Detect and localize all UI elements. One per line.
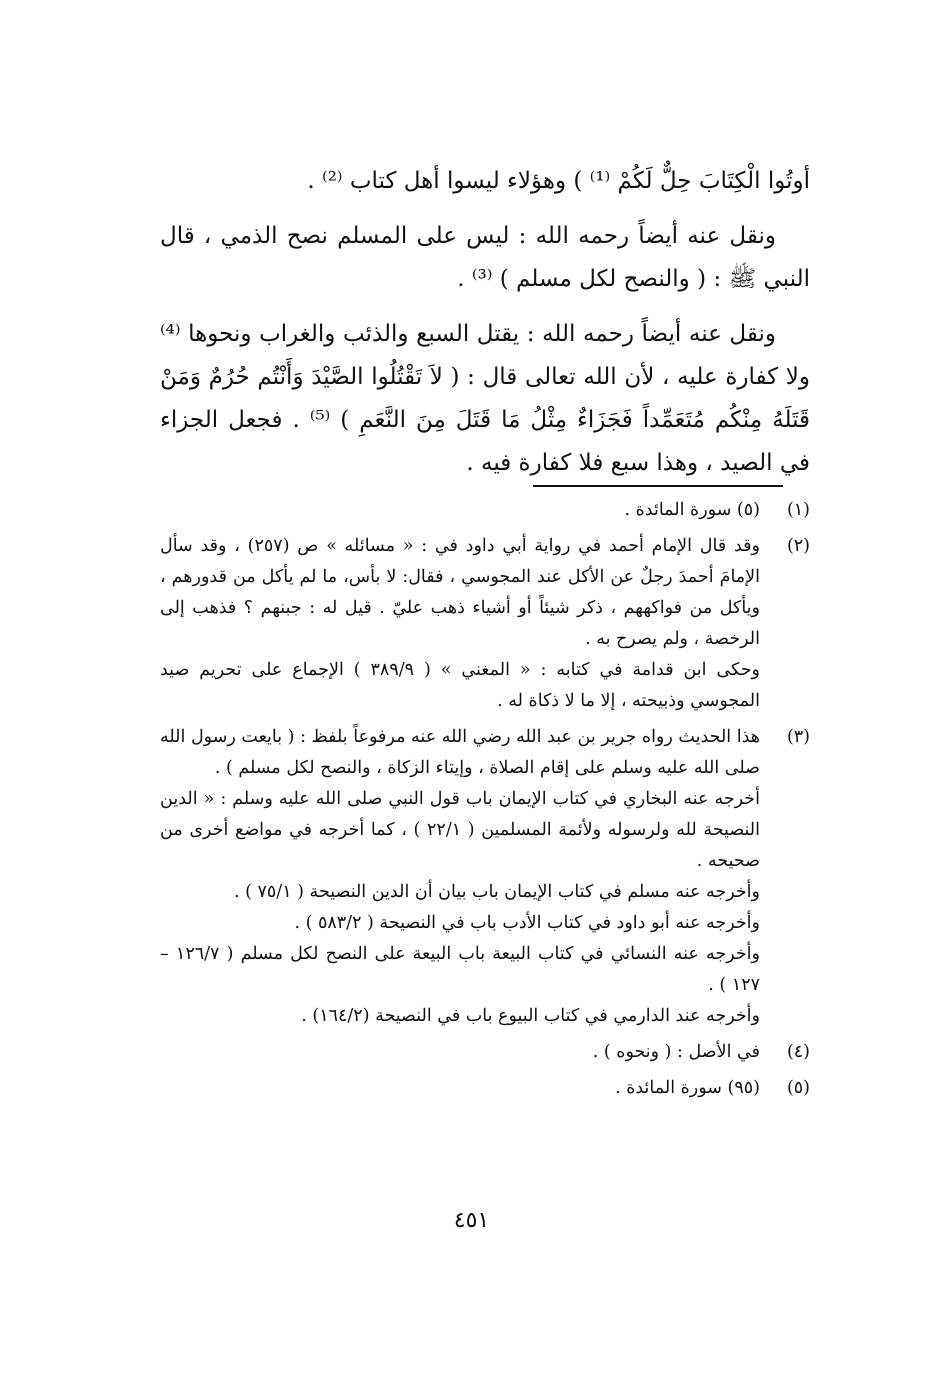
footnote-number: (٣)	[786, 727, 810, 747]
footnote-separator	[533, 485, 783, 487]
footnote-text: وأخرجه عنه النسائي في كتاب البيعة باب البيعة على النصح لكل مسلم ( ١٢٦/٧ – ١٢٧ ) .	[160, 944, 760, 995]
footnote-text: وأخرجه عند الدارمي في كتاب البيوع باب في النصيحة (١٦٤/٢) .	[301, 1006, 760, 1026]
footnote-text: في الأصل : ( ونحوه ) .	[592, 1042, 760, 1062]
footnote-text: وأخرجه عنه مسلم في كتاب الإيمان باب بيان أن الدين النصيحة ( ٧٥/١ ) .	[233, 882, 760, 902]
main-paragraph-1: أوتُوا الْكِتَابَ حِلٌّ لَكُمْ ⁽¹⁾ ) وهؤلاء ليسوا أهل كتاب ⁽²⁾ .	[307, 168, 810, 194]
footnote-number: (٢)	[786, 536, 810, 556]
footnote-text: وأخرجه عنه أبو داود في كتاب الأدب باب في النصيحة ( ٥٨٣/٢ ) .	[294, 913, 760, 933]
footnote-1	[160, 495, 810, 526]
footnote-3	[160, 722, 810, 1032]
page-number: ٤٥١	[453, 1208, 490, 1233]
footnote-number: (١)	[786, 500, 810, 520]
footnote-text: وقد قال الإمام أحمد في رواية أبي داود في : « مسائله » ص (٢٥٧) ، وقد سأل الإمامَ أحمدَ رجلٌ عن الأكل عند المجوسي ، فقال: لا بأس، ما لم يأكل من قدورهم ، ويأكل من فواكههم ، ذكر شيئاً أو أشياء ذهب عليّ . قيل له : جبنهم ؟ فذهب إلى الرخصة ، ولم يصرح به .	[160, 536, 760, 649]
footnote-4	[160, 1037, 810, 1068]
footnote-number: (٤)	[786, 1042, 810, 1062]
footnote-text: وحكى ابن قدامة في كتابه : « المغني » ( ٣٨٩/٩ ) الإجماع على تحريم صيد المجوسي وذبيحته ، إلا ما لا ذكاة له .	[160, 660, 760, 711]
footnotes	[160, 495, 810, 1109]
main-paragraph-2: ونقل عنه أيضاً رحمه الله : ليس على المسلم نصح الذمي ، قال النبي ﷺ : ( والنصح لكل مسلم ) ⁽³⁾ .	[160, 223, 810, 292]
footnote-number: (٥)	[786, 1078, 810, 1098]
footnote-5	[160, 1073, 810, 1104]
footnote-text: (٥) سورة المائدة .	[624, 500, 760, 520]
footnote-text: (٩٥) سورة المائدة .	[615, 1078, 760, 1098]
footnote-2	[160, 531, 810, 717]
main-paragraph-3: ونقل عنه أيضاً رحمه الله : يقتل السبع والذئب والغراب ونحوها ⁽⁴⁾ ولا كفارة عليه ، لأن الله تعالى قال : ( لاَ تَقْتُلُوا الصَّيْدَ وَأَنْتُم حُرُمٌ وَمَنْ قَتَلَهُ مِنْكُم مُتَعَمِّداً فَجَزَاءٌ مِثْلُ مَا قَتَلَ مِنَ النَّعَمِ ) ⁽⁵⁾ . فجعل الجزاء في الصيد ، وهذا سبع فلا كفارة فيه .	[160, 321, 810, 476]
footnote-text: هذا الحديث رواه جرير بن عبد الله رضي الله عنه مرفوعاً بلفظ : ( بايعت رسول الله صلى الله عليه وسلم على إقام الصلاة ، وإيتاء الزكاة ، والنصح لكل مسلم ) .	[160, 727, 760, 778]
footnote-text: أخرجه عنه البخاري في كتاب الإيمان باب قول النبي صلى الله عليه وسلم : « الدين النصيحة لله ولرسوله ولأئمة المسلمين ( ٢٢/١ ) ، كما أخرجه في مواضع أخرى من صحيحه .	[160, 789, 760, 871]
main-text	[160, 160, 810, 497]
